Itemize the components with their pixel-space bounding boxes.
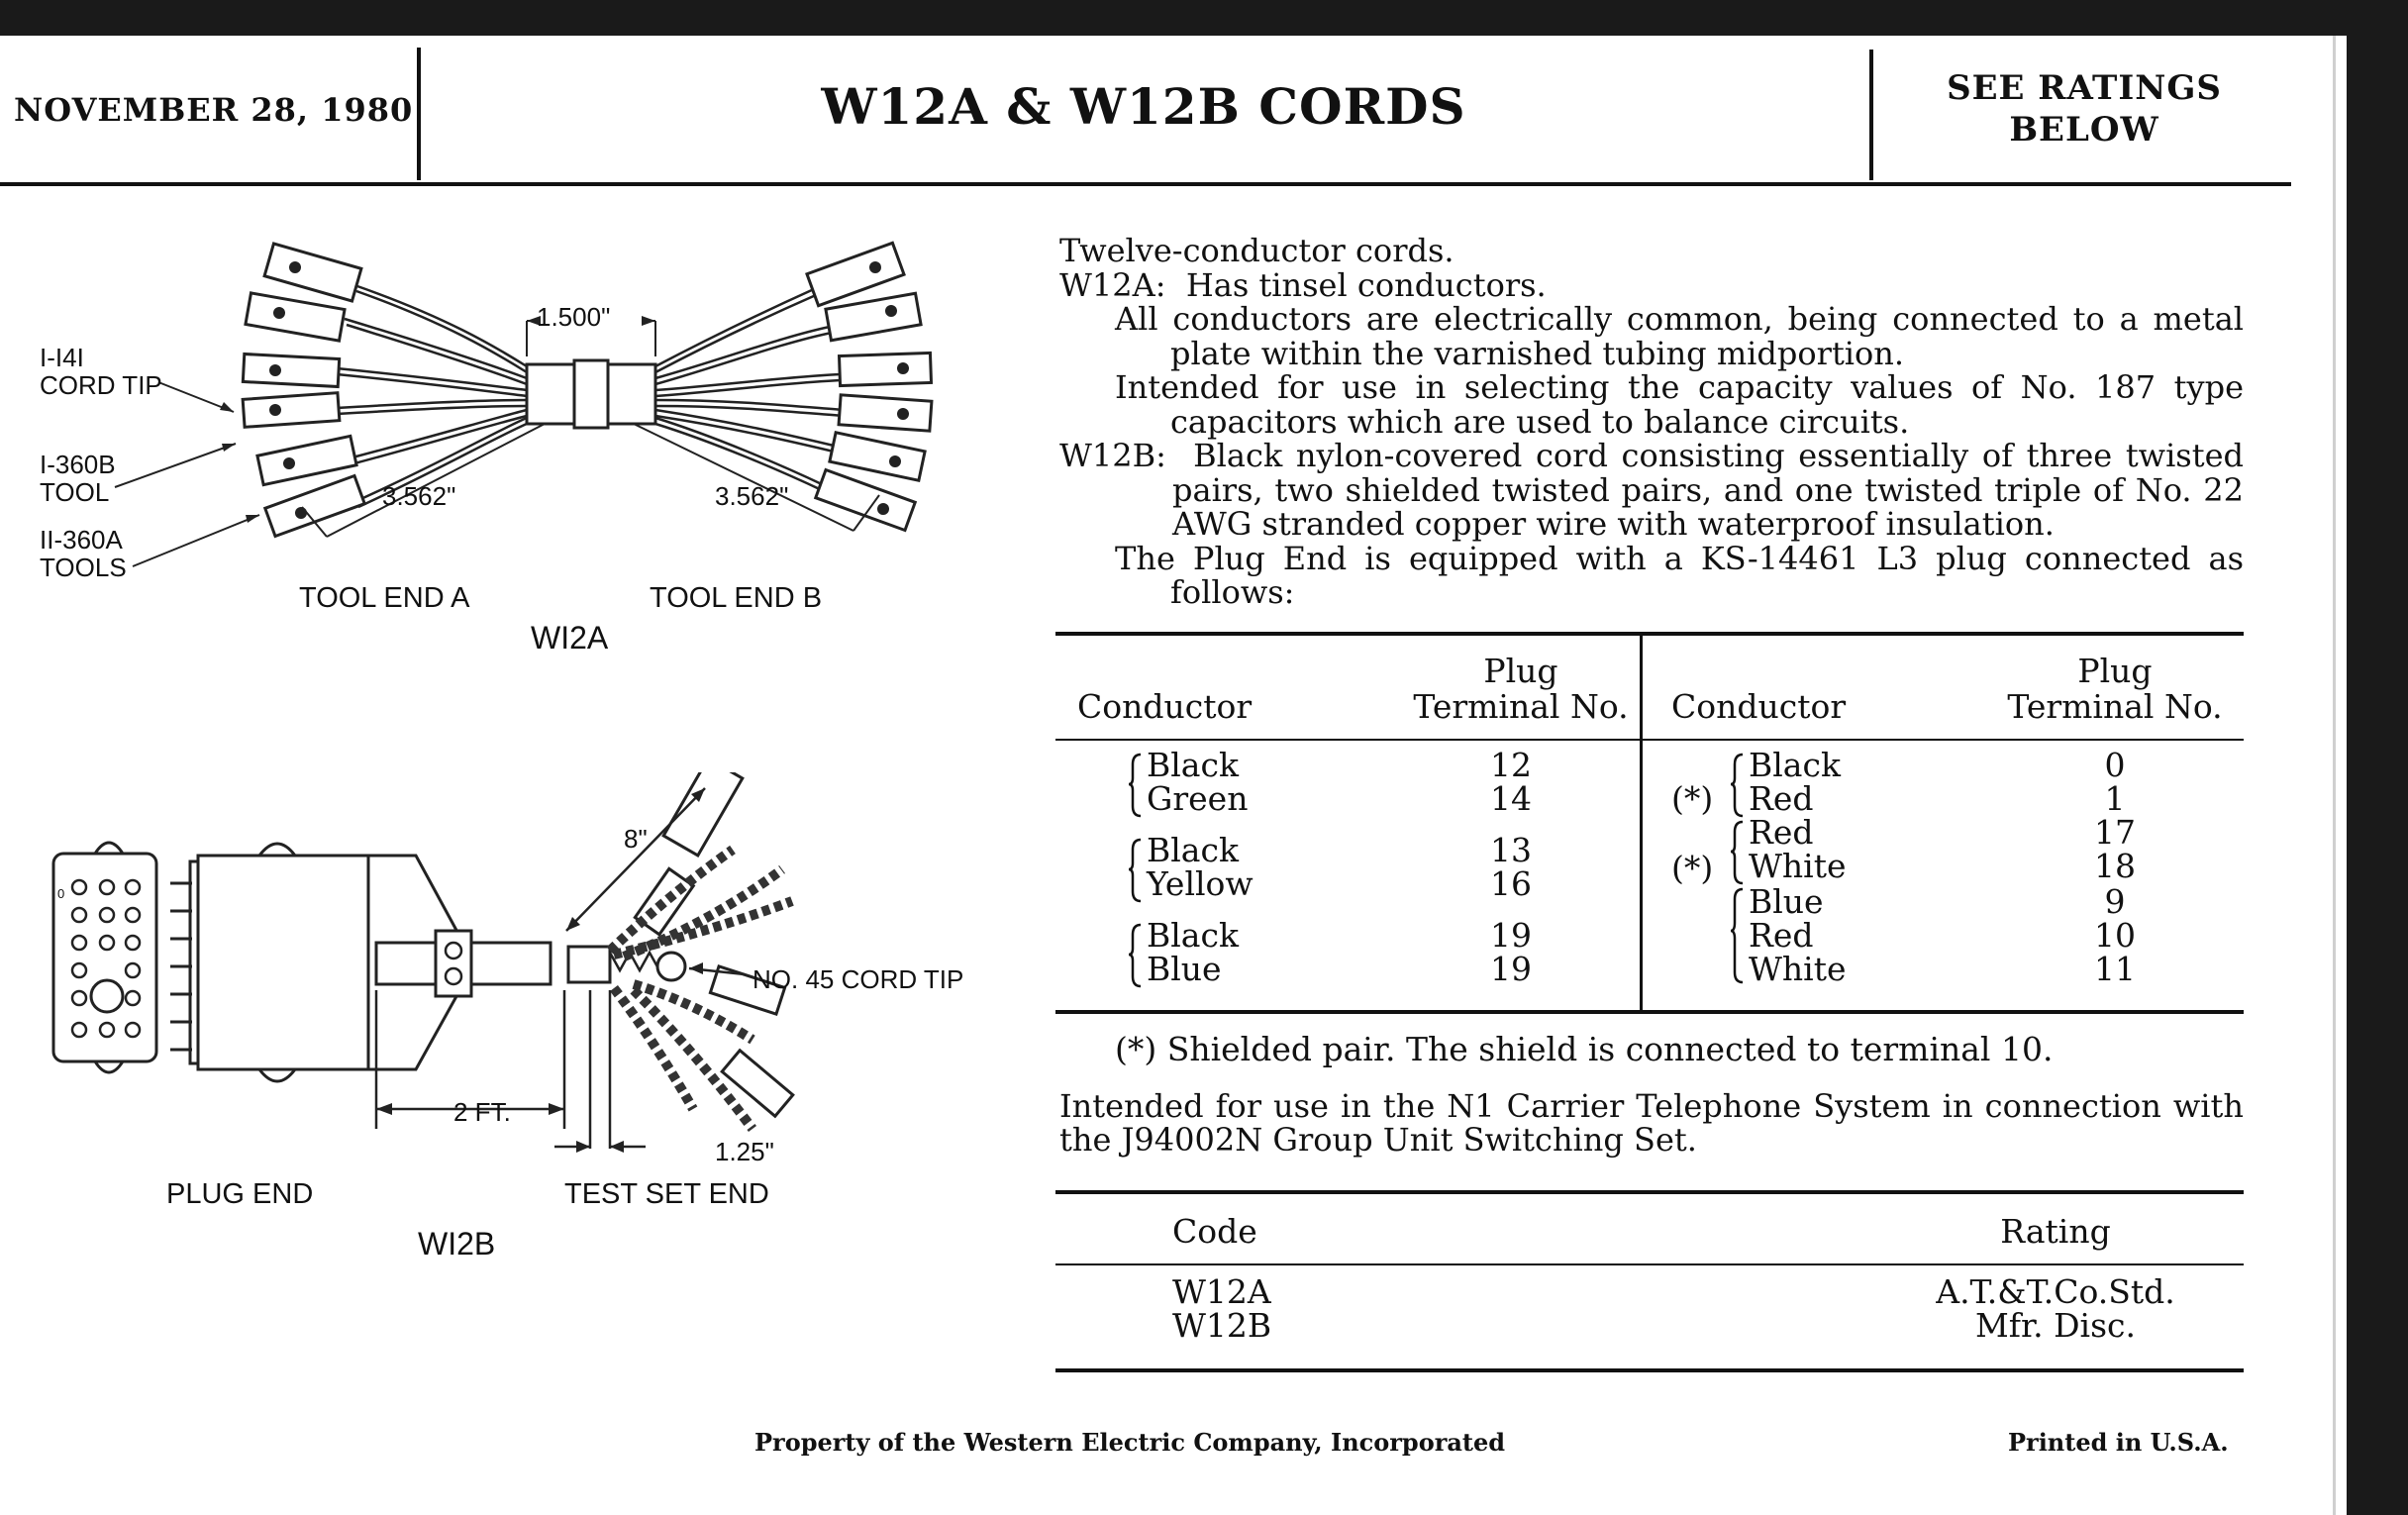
left-terminal-3: 13	[1490, 831, 1532, 869]
rating-value-2: Mfr. Disc.	[1974, 1306, 2137, 1345]
w12b-dim-plug: 2 FT.	[453, 1097, 511, 1127]
description-para3: The Plug End is equipped with a KS-14461 L3 plug connected as follows:	[1115, 539, 2244, 611]
right-conductor-6: Red	[1749, 916, 1814, 955]
w12a-text: Has tinsel conductors.	[1185, 265, 1547, 304]
left-conductor-6: Blue	[1147, 950, 1222, 988]
rating-header-rule	[1055, 1263, 2244, 1265]
w12a-diagram	[0, 198, 990, 673]
shield-mark-2: (*)	[1671, 849, 1714, 887]
callout-tool-number: I-360B	[40, 450, 116, 479]
callout-tools-label: TOOLS	[40, 553, 127, 582]
card-edge	[2333, 36, 2336, 1515]
right-terminal-4: 18	[2094, 847, 2136, 885]
left-conductor-2: Green	[1147, 779, 1249, 818]
description	[1059, 234, 2244, 610]
plug-end-label: PLUG END	[166, 1178, 314, 1210]
w12a-dim-right: 3.562"	[715, 481, 789, 511]
tool-end-b-label: TOOL END B	[650, 582, 823, 614]
w12b-callout-cord-tip: NO. 45 CORD TIP	[752, 964, 964, 994]
right-conductor-7: White	[1749, 950, 1847, 988]
right-group-braces	[1731, 751, 1747, 998]
callout-tools-number: II-360A	[40, 525, 123, 555]
header-rating-line2: BELOW	[2009, 110, 2159, 150]
callout-cord-tip-label: CORD TIP	[40, 370, 162, 400]
w12b-dim-length: 8"	[624, 824, 648, 854]
left-pair-braces	[1129, 751, 1145, 998]
header-rating-note	[1871, 67, 2297, 151]
right-conductor-3: Red	[1749, 813, 1814, 852]
w12a-label: W12A:	[1059, 265, 1166, 304]
left-conductor-5: Black	[1147, 916, 1239, 955]
right-border	[2347, 0, 2408, 1515]
table-center-divider	[1640, 636, 1643, 1012]
rating-table	[1055, 1190, 2244, 1374]
col-rating: Rating	[2000, 1212, 2111, 1251]
right-terminal-6: 10	[2094, 916, 2136, 955]
rating-value-1: A.T.&T.Co.Std.	[1936, 1272, 2175, 1311]
header-date: NOVEMBER 28, 1980	[14, 91, 414, 129]
col-code: Code	[1172, 1212, 1257, 1251]
footer-printed: Printed in U.S.A.	[2008, 1428, 2229, 1457]
col-plug-right-1: Plug	[2077, 652, 2153, 690]
right-conductor-5: Blue	[1749, 882, 1824, 921]
table-header-rule	[1055, 739, 2244, 741]
right-terminal-2: 1	[2104, 779, 2126, 818]
table-bottom-rule	[1055, 1010, 2244, 1014]
col-conductor-right: Conductor	[1671, 687, 1847, 726]
description-para1: All conductors are electrically common, being connected to a metal plate within the varnished tubing midportion.	[1115, 300, 2244, 372]
callout-tool-label: TOOL	[40, 477, 110, 507]
right-terminal-1: 0	[2104, 746, 2126, 784]
usage-text	[1059, 1089, 2244, 1157]
right-terminal-3: 17	[2094, 813, 2136, 852]
shield-mark-1: (*)	[1671, 779, 1714, 818]
left-conductor-3: Black	[1147, 831, 1239, 869]
col-plug-right-2: Terminal No.	[2007, 687, 2223, 726]
rating-code-1: W12A	[1172, 1272, 1271, 1311]
header-rating-line1: SEE RATINGS	[1947, 68, 2222, 108]
w12a-caption: WI2A	[531, 620, 609, 656]
conductor-table	[1055, 632, 2244, 1014]
shielded-pair-note: (*) Shielded pair. The shield is connected to terminal 10.	[1115, 1030, 2054, 1068]
left-terminal-1: 12	[1490, 746, 1532, 784]
w12b-text: Black nylon-covered cord consisting essentially of three twisted pairs, two shielded twisted pairs, and one twisted triple of No. 22 AWG stranded copper wire with waterproof insulation.	[1172, 437, 2245, 543]
right-conductor-1: Black	[1749, 746, 1841, 784]
right-terminal-5: 9	[2104, 882, 2126, 921]
left-terminal-6: 19	[1490, 950, 1532, 988]
col-plug-left-1: Plug	[1483, 652, 1558, 690]
right-terminal-7: 11	[2094, 950, 2136, 988]
header-rule	[0, 182, 2291, 186]
right-conductor-2: Red	[1749, 779, 1814, 818]
rating-top-rule	[1055, 1190, 2244, 1194]
top-border	[0, 0, 2408, 36]
w12b-caption: WI2B	[418, 1226, 496, 1262]
w12b-label: W12B:	[1059, 437, 1166, 474]
description-para2: Intended for use in selecting the capacity values of No. 187 type capacitors which are used to balance circuits.	[1115, 368, 2244, 441]
page-title: W12A & W12B CORDS	[821, 77, 1466, 136]
plug-terminal-0: 0	[57, 886, 65, 901]
rating-code-2: W12B	[1172, 1306, 1272, 1345]
w12a-line	[1059, 265, 2244, 304]
test-set-end-label: TEST SET END	[564, 1178, 769, 1210]
right-conductor-4: White	[1749, 847, 1847, 885]
col-plug-left-2: Terminal No.	[1413, 687, 1629, 726]
description-intro: Twelve-conductor cords.	[1059, 232, 1455, 269]
w12b-line	[1059, 439, 2244, 542]
left-conductor-4: Yellow	[1147, 864, 1254, 903]
col-conductor-left: Conductor	[1077, 687, 1253, 726]
w12a-dim-left: 3.562"	[382, 481, 456, 511]
left-terminal-2: 14	[1490, 779, 1532, 818]
left-terminal-5: 19	[1490, 916, 1532, 955]
left-conductor-1: Black	[1147, 746, 1239, 784]
table-top-rule	[1055, 632, 2244, 636]
footer-property: Property of the Western Electric Company, Incorporated	[754, 1428, 1506, 1457]
tool-end-a-label: TOOL END A	[299, 582, 470, 614]
w12a-dim-center: 1.500"	[537, 302, 611, 332]
rating-bottom-rule	[1055, 1368, 2244, 1372]
w12b-dim-test: 1.25"	[715, 1137, 774, 1166]
left-terminal-4: 16	[1490, 864, 1532, 903]
usage-paragraph: Intended for use in the N1 Carrier Telephone System in connection with the J94002N Group Unit Switching Set.	[1059, 1087, 2244, 1159]
callout-cord-tip-number: I-I4I	[40, 343, 84, 372]
